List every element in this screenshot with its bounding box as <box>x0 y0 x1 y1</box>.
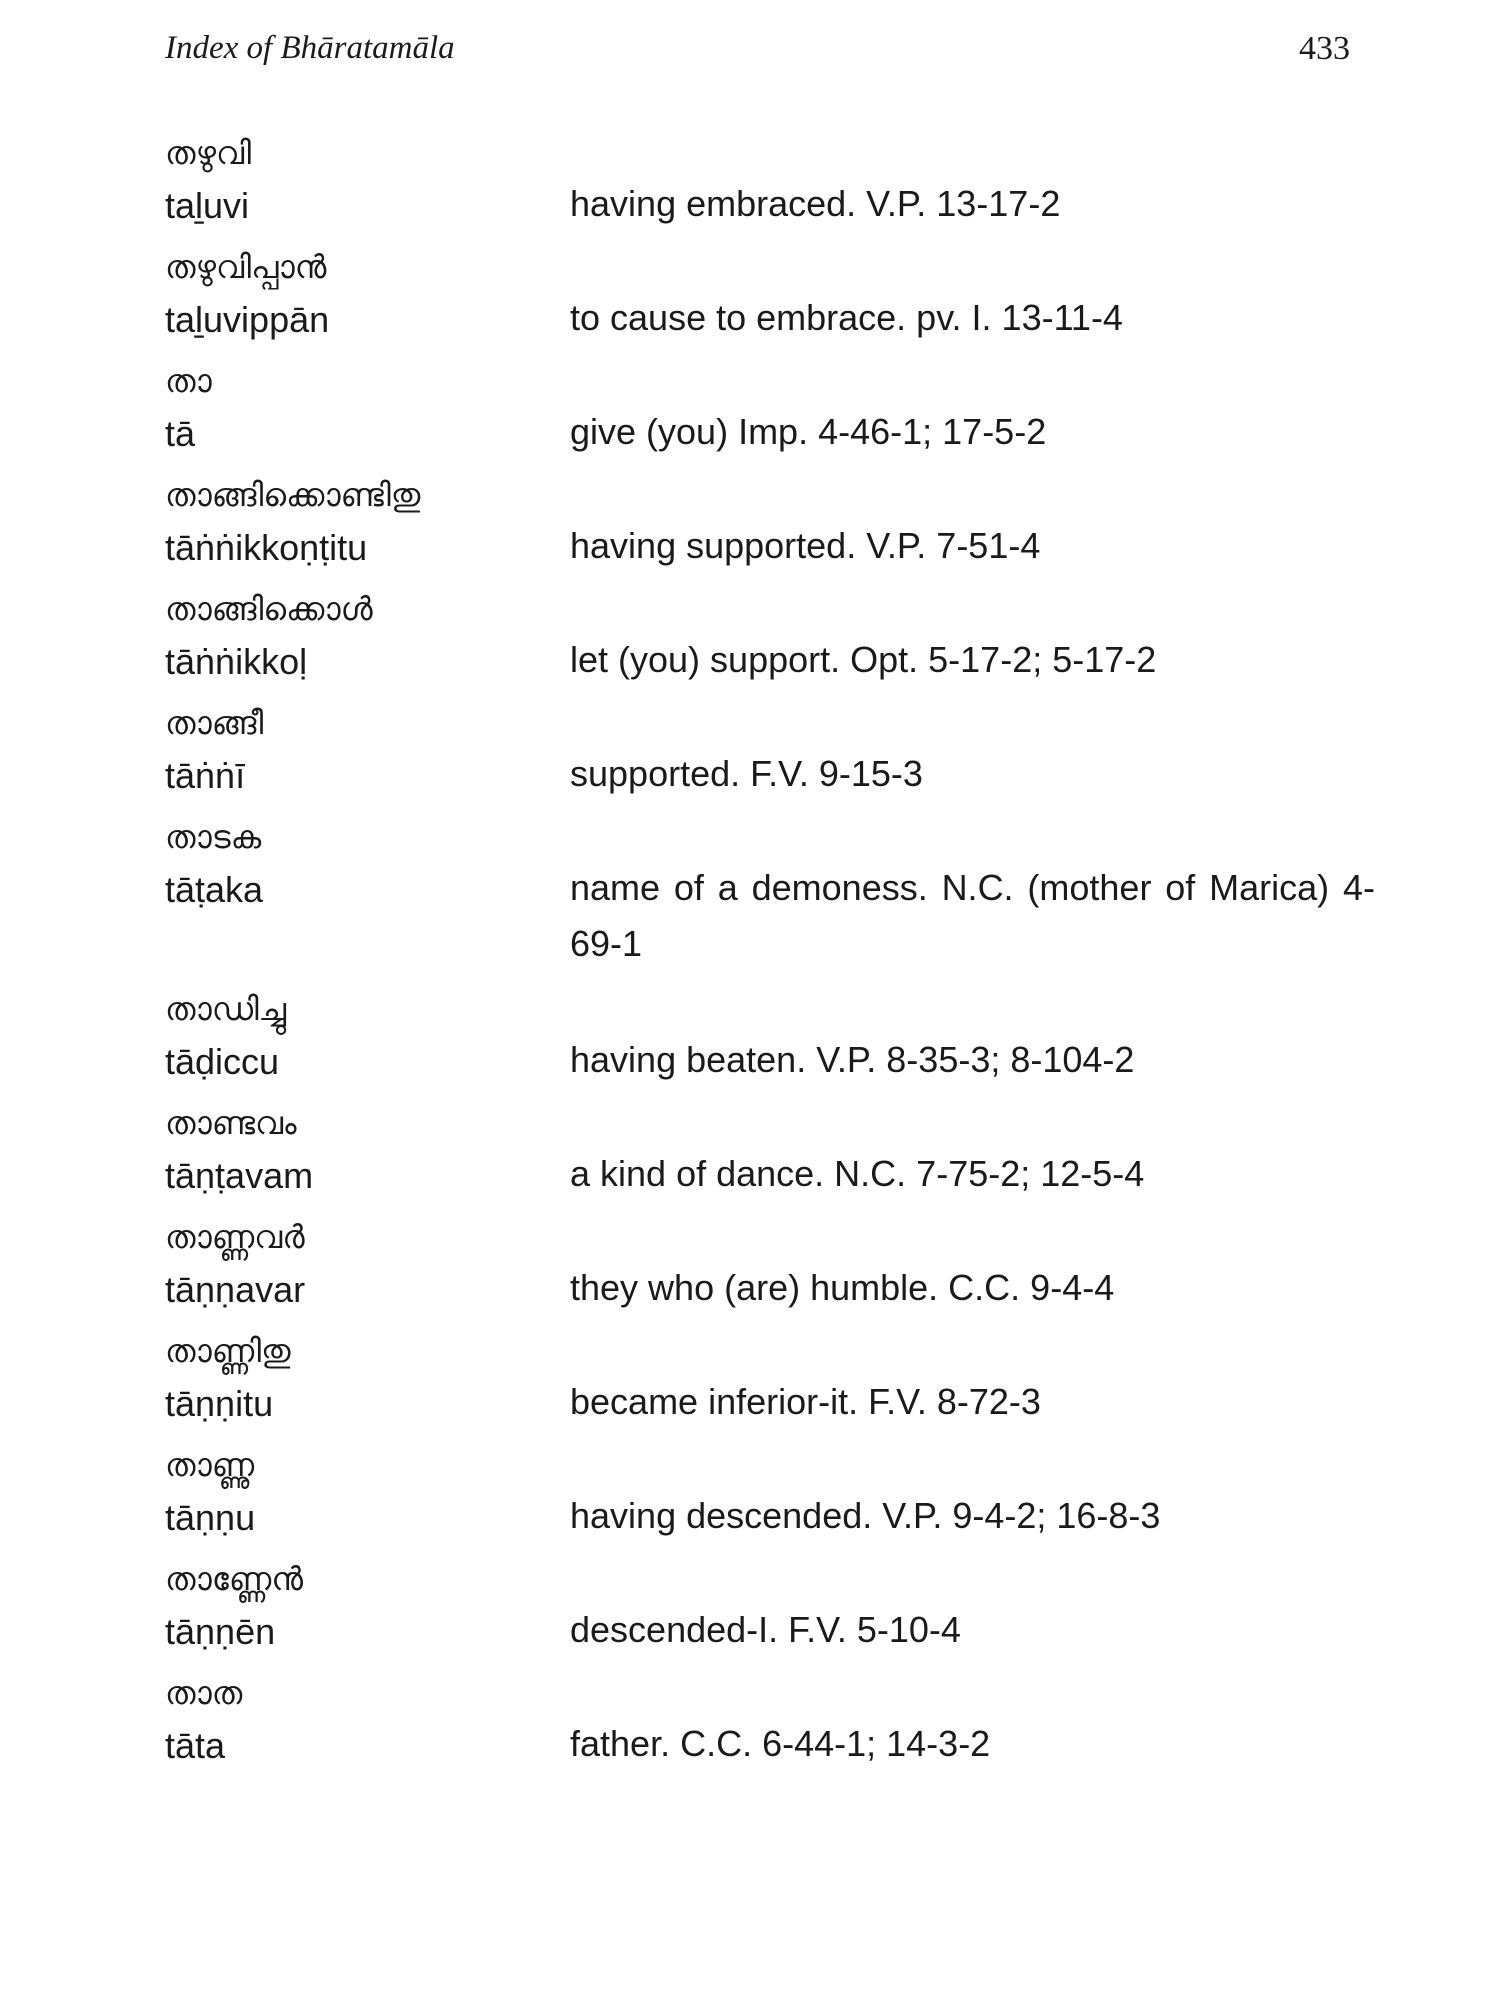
transliteration: taḻuvippān <box>165 299 330 340</box>
index-entry <box>165 586 1375 692</box>
transliteration: tāta <box>165 1725 226 1766</box>
transliteration: tāṅṅī <box>165 755 246 796</box>
malayalam-headword: താണ്ടവം <box>165 1104 297 1142</box>
running-title: Index of Bhāratamāla <box>165 30 455 66</box>
gloss: having embraced. V.P. 13-17-2 <box>570 183 1061 224</box>
transliteration: tāṇṇēn <box>165 1611 276 1652</box>
index-entry <box>165 358 1375 464</box>
index-entry <box>165 130 1375 236</box>
malayalam-headword: താണ്ണു <box>165 1446 255 1484</box>
index-entry <box>165 472 1375 578</box>
index-entry <box>165 1442 1375 1548</box>
transliteration: tāṅṅikkoṇṭitu <box>165 527 368 568</box>
gloss: having supported. V.P. 7-51-4 <box>570 525 1041 566</box>
transliteration: tāṅṅikkoḷ <box>165 641 308 682</box>
index-entry-list <box>165 130 1375 1784</box>
malayalam-headword: താണ്ണിതു <box>165 1332 291 1370</box>
malayalam-headword: തഴുവിപ്പാൻ <box>165 248 327 286</box>
transliteration: tāṇṇitu <box>165 1383 274 1424</box>
index-entry <box>165 1328 1375 1434</box>
gloss: supported. F.V. 9-15-3 <box>570 753 923 794</box>
malayalam-headword: താങ്ങിക്കൊൾ <box>165 590 373 628</box>
gloss: having descended. V.P. 9-4-2; 16-8-3 <box>570 1495 1161 1536</box>
transliteration: tāṭaka <box>165 869 264 910</box>
gloss: let (you) support. Opt. 5-17-2; 5-17-2 <box>570 639 1157 680</box>
index-entry <box>165 986 1375 1092</box>
index-entry <box>165 1670 1375 1776</box>
index-entry <box>165 1214 1375 1320</box>
gloss: give (you) Imp. 4-46-1; 17-5-2 <box>570 411 1047 452</box>
gloss: they who (are) humble. C.C. 9-4-4 <box>570 1267 1115 1308</box>
malayalam-headword: താണ്ണവർ <box>165 1218 305 1256</box>
transliteration: tā <box>165 413 196 454</box>
malayalam-headword: താ <box>165 362 212 400</box>
index-entry <box>165 244 1375 350</box>
index-entry <box>165 1556 1375 1662</box>
transliteration: tāṇṇavar <box>165 1269 306 1310</box>
transliteration: taḻuvi <box>165 185 250 226</box>
gloss: became inferior-it. F.V. 8-72-3 <box>570 1381 1041 1422</box>
transliteration: tāṇṭavam <box>165 1155 314 1196</box>
malayalam-headword: താത <box>165 1674 243 1712</box>
malayalam-headword: താടക <box>165 818 262 856</box>
malayalam-headword: താഡിച്ചു <box>165 990 287 1028</box>
transliteration: tāḍiccu <box>165 1041 280 1082</box>
malayalam-headword: താങ്ങിക്കൊണ്ടിതു <box>165 476 421 514</box>
malayalam-headword: താണ്ണേൻ <box>165 1560 304 1598</box>
gloss: father. C.C. 6-44-1; 14-3-2 <box>570 1723 991 1764</box>
gloss: to cause to embrace. pv. I. 13-11-4 <box>570 297 1123 338</box>
gloss: a kind of dance. N.C. 7-75-2; 12-5-4 <box>570 1153 1145 1194</box>
malayalam-headword: തഴുവി <box>165 134 252 172</box>
page-number: 433 <box>1299 30 1350 67</box>
gloss: descended-I. F.V. 5-10-4 <box>570 1609 961 1650</box>
index-entry <box>165 700 1375 806</box>
index-entry <box>165 1100 1375 1206</box>
index-entry <box>165 814 1375 972</box>
gloss: name of a demoness. N.C. (mother of Marica) 4-69-1 <box>570 867 1375 964</box>
transliteration: tāṇṇu <box>165 1497 256 1538</box>
malayalam-headword: താങ്ങീ <box>165 704 264 742</box>
gloss: having beaten. V.P. 8-35-3; 8-104-2 <box>570 1039 1135 1080</box>
